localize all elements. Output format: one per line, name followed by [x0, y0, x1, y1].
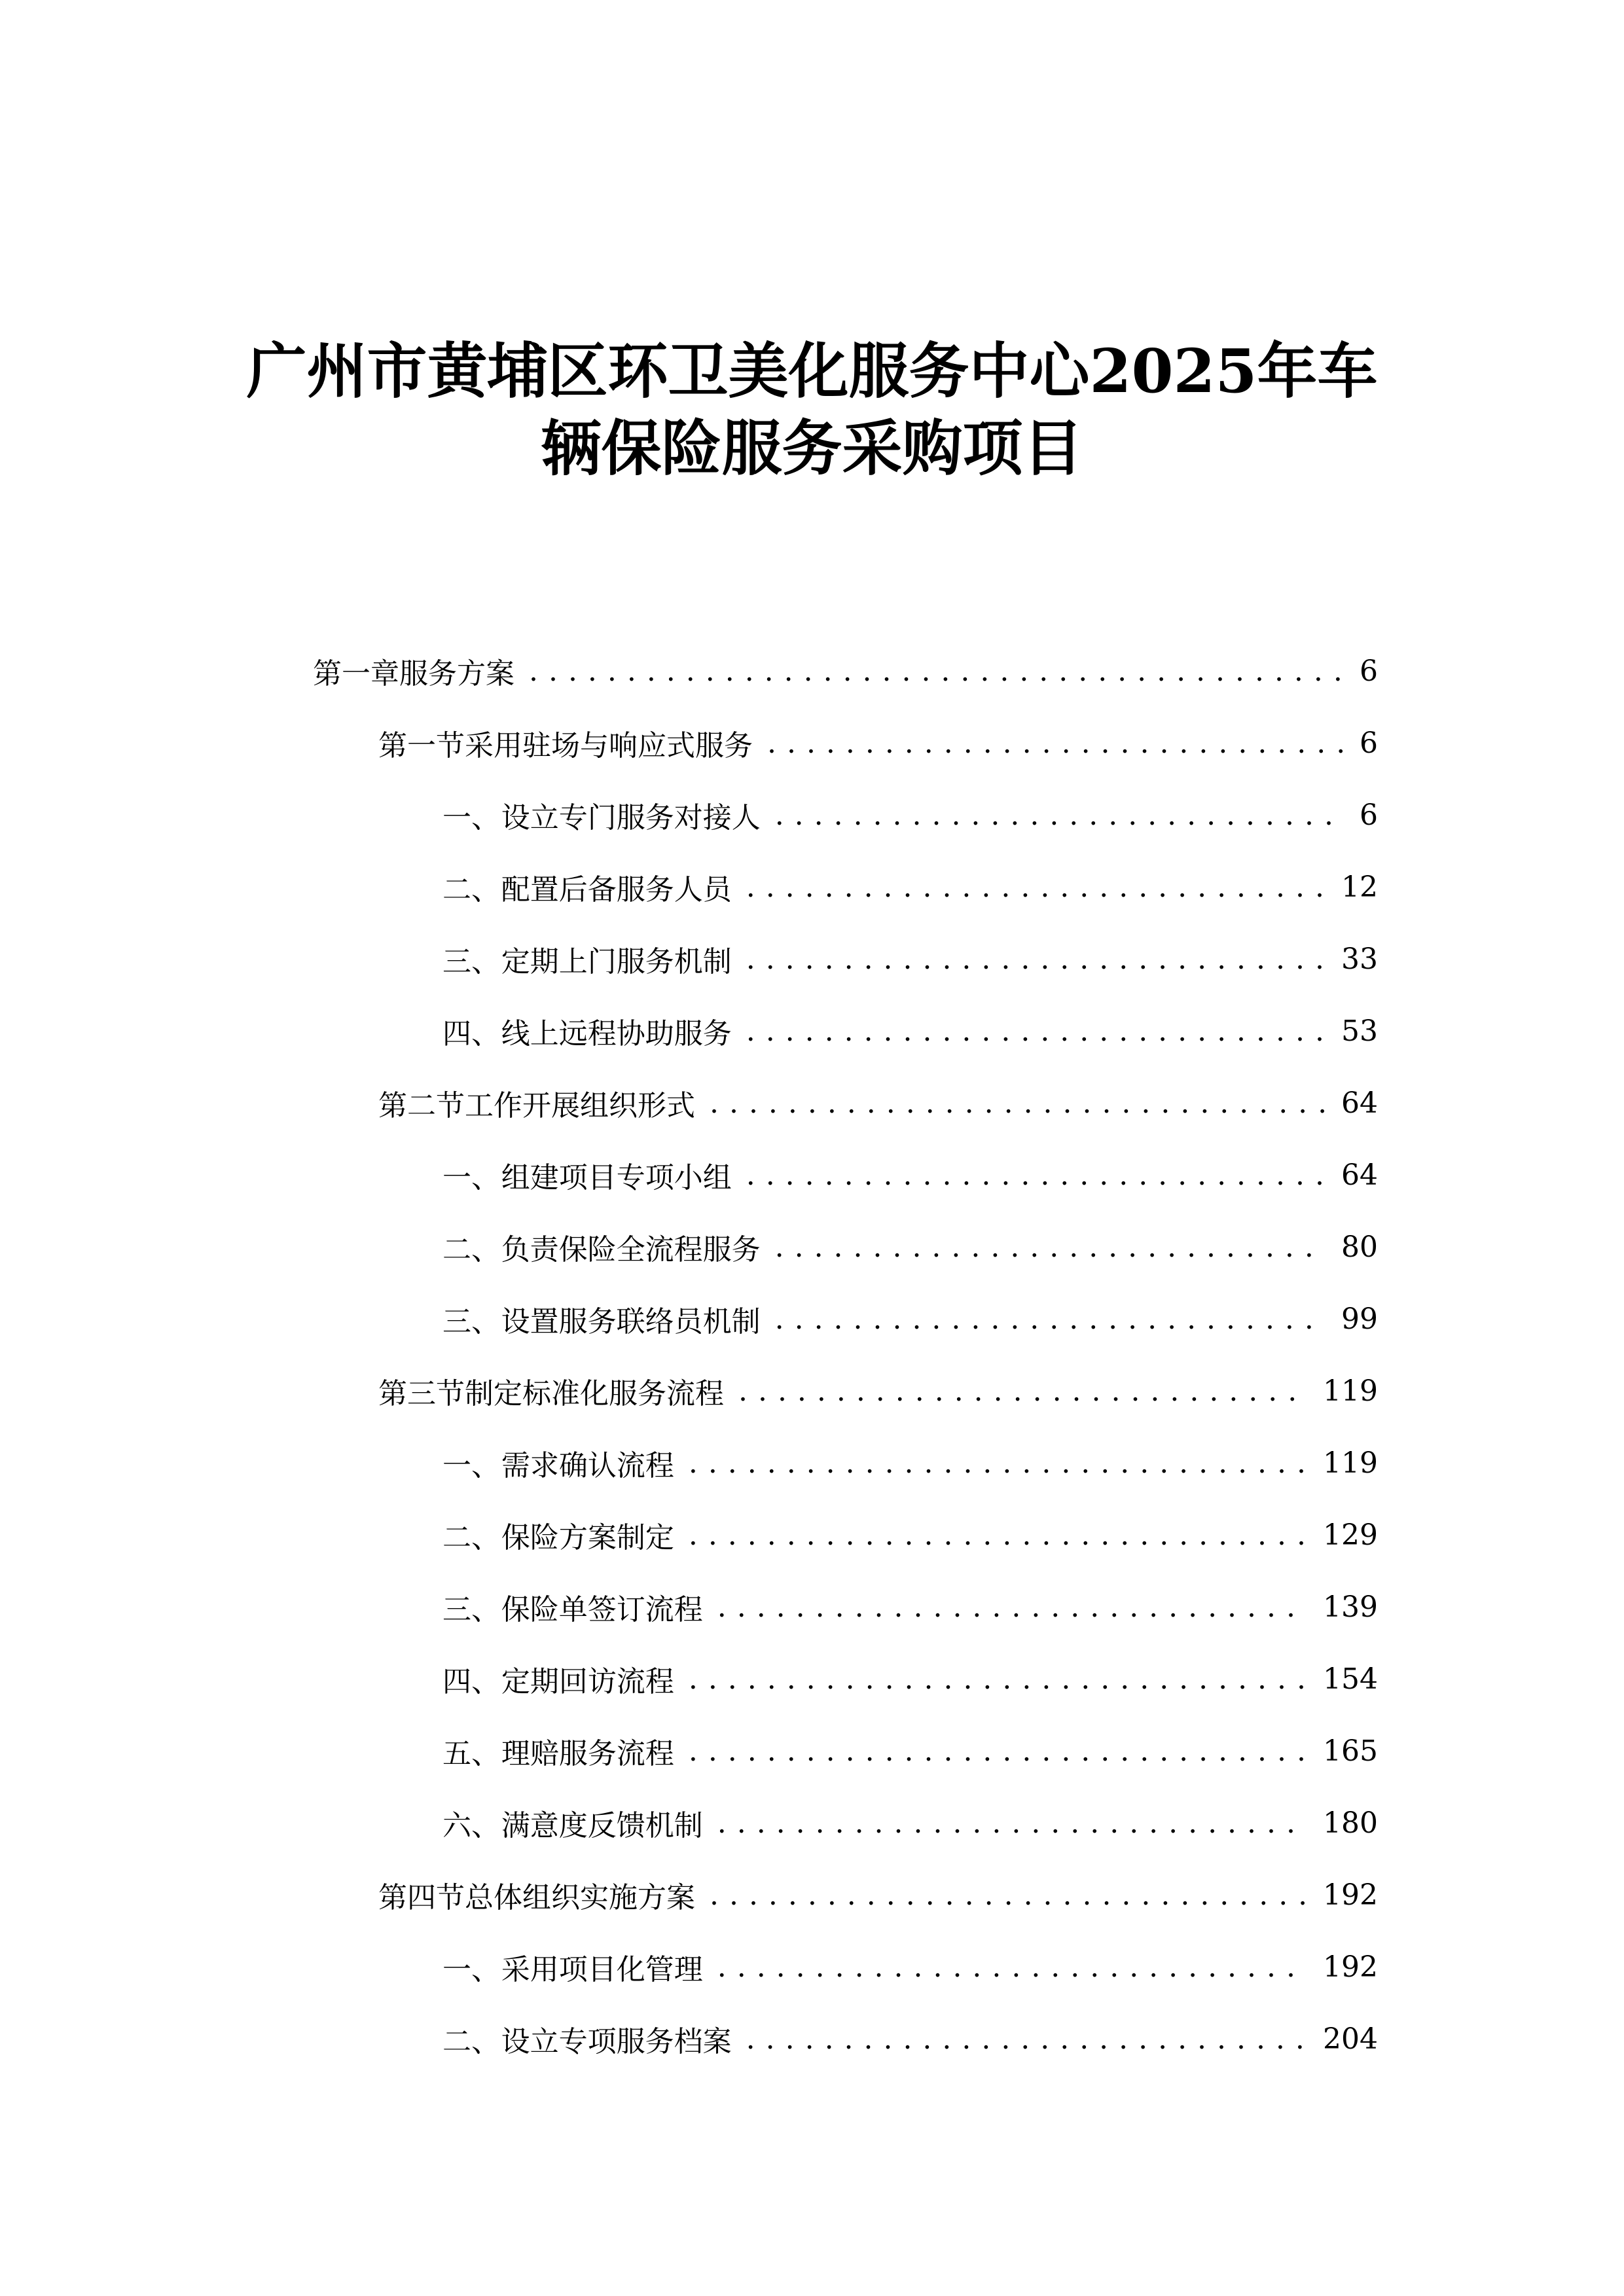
toc-dot-leader: [689, 1715, 1308, 1787]
toc-entry[interactable]: [442, 995, 1378, 1067]
toc-entry-page-number: 204: [1323, 2022, 1378, 2056]
toc-dot-leader: [775, 1211, 1327, 1283]
toc-entry-title: 设立专门服务对接人: [501, 801, 761, 834]
toc-entry[interactable]: [442, 1211, 1378, 1283]
toc-entry-number: 一、: [442, 1449, 500, 1482]
toc-entry[interactable]: [378, 1355, 1378, 1427]
toc-entry-title: 采用项目化管理: [501, 1953, 703, 1986]
toc-dot-leader: [767, 707, 1345, 779]
toc-dot-leader: [689, 1643, 1308, 1715]
toc-dot-leader: [529, 635, 1345, 707]
toc-entry-title: 设置服务联络员机制: [501, 1305, 761, 1338]
toc-entry-title: 保险方案制定: [501, 1521, 674, 1554]
toc-entry[interactable]: [378, 707, 1378, 779]
toc-entry-number: 三、: [442, 945, 500, 978]
toc-entry-page-number: 192: [1323, 1878, 1378, 1912]
toc-entry-number: 第一章: [313, 657, 399, 691]
toc-dot-leader: [717, 1571, 1308, 1643]
toc-entry-page-number: 6: [1360, 726, 1378, 760]
toc-entry-title: 线上远程协助服务: [501, 1017, 732, 1050]
toc-entry[interactable]: [442, 1931, 1378, 2003]
toc-dot-leader: [738, 1355, 1308, 1427]
toc-entry-number: 二、: [442, 1233, 500, 1266]
toc-entry-title: 设立专项服务档案: [501, 2025, 732, 2058]
toc-entry-page-number: 53: [1341, 1014, 1378, 1048]
toc-dot-leader: [746, 995, 1327, 1067]
toc-entry-number: 一、: [442, 1953, 500, 1986]
toc-entry[interactable]: [442, 2003, 1378, 2075]
toc-entry-title: 理赔服务流程: [501, 1737, 674, 1770]
title-line-1: 广州市黄埔区环卫美化服务中心2025年车: [246, 336, 1378, 406]
toc-dot-leader: [717, 1787, 1308, 1859]
toc-entry-number: 二、: [442, 873, 500, 906]
toc-dot-leader: [717, 1931, 1308, 2003]
toc-entry-number: 第四节: [378, 1881, 465, 1914]
toc-entry-title: 定期上门服务机制: [501, 945, 732, 978]
toc-entry-page-number: 99: [1341, 1302, 1378, 1336]
toc-dot-leader: [710, 1067, 1327, 1139]
toc-entry-number: 五、: [442, 1737, 500, 1770]
toc-entry[interactable]: [442, 1715, 1378, 1787]
toc-entry-number: 第一节: [378, 729, 465, 762]
toc-dot-leader: [746, 851, 1327, 923]
toc-entry-number: 三、: [442, 1305, 500, 1338]
toc-entry-number: 一、: [442, 801, 500, 834]
toc-entry[interactable]: [442, 779, 1378, 851]
toc-entry[interactable]: [442, 1283, 1378, 1355]
toc-entry-page-number: 154: [1323, 1662, 1378, 1696]
toc-entry-title: 总体组织实施方案: [465, 1881, 695, 1914]
toc-entry-title: 需求确认流程: [501, 1449, 674, 1482]
title-line-2: 辆保险服务采购项目: [541, 413, 1083, 484]
toc-entry-title: 保险单签订流程: [501, 1593, 703, 1626]
toc-dot-leader: [775, 1283, 1327, 1355]
toc-entry-page-number: 12: [1341, 870, 1378, 904]
toc-entry[interactable]: [313, 635, 1378, 707]
toc-dot-leader: [746, 1139, 1327, 1211]
toc-dot-leader: [775, 779, 1345, 851]
toc-entry-title: 定期回访流程: [501, 1665, 674, 1698]
toc-entry-title: 服务方案: [399, 657, 514, 691]
toc-entry[interactable]: [442, 923, 1378, 995]
toc-entry-page-number: 64: [1341, 1086, 1378, 1120]
toc-entry-title: 配置后备服务人员: [501, 873, 732, 906]
toc-entry-page-number: 139: [1323, 1590, 1378, 1624]
toc-entry-page-number: 6: [1360, 654, 1378, 688]
toc-entry-title: 采用驻场与响应式服务: [465, 729, 753, 762]
toc-entry-number: 四、: [442, 1017, 500, 1050]
toc-entry[interactable]: [442, 1643, 1378, 1715]
toc-entry-page-number: 192: [1323, 1950, 1378, 1984]
toc-entry-number: 二、: [442, 1521, 500, 1554]
toc-entry-page-number: 180: [1323, 1806, 1378, 1840]
toc-entry[interactable]: [442, 1427, 1378, 1499]
toc-entry-number: 一、: [442, 1161, 500, 1194]
toc-entry-title: 组建项目专项小组: [501, 1161, 732, 1194]
toc-entry-page-number: 64: [1341, 1158, 1378, 1192]
toc-entry-number: 四、: [442, 1665, 500, 1698]
toc-entry-title: 负责保险全流程服务: [501, 1233, 761, 1266]
toc-entry[interactable]: [442, 851, 1378, 923]
toc-dot-leader: [746, 2003, 1308, 2075]
toc-dot-leader: [689, 1427, 1308, 1499]
toc-entry[interactable]: [378, 1859, 1378, 1931]
toc-entry-page-number: 119: [1323, 1446, 1378, 1480]
toc-dot-leader: [710, 1859, 1308, 1931]
toc-entry-title: 制定标准化服务流程: [465, 1377, 724, 1410]
toc-entry-number: 六、: [442, 1809, 500, 1842]
toc-entry-page-number: 33: [1341, 942, 1378, 976]
toc-dot-leader: [746, 923, 1327, 995]
toc-entry-number: 第三节: [378, 1377, 465, 1410]
toc-entry[interactable]: [442, 1139, 1378, 1211]
toc-entry-page-number: 119: [1323, 1374, 1378, 1408]
toc-entry[interactable]: [442, 1499, 1378, 1571]
toc-entry[interactable]: [378, 1067, 1378, 1139]
toc-entry-title: 满意度反馈机制: [501, 1809, 703, 1842]
toc-entry-page-number: 129: [1323, 1518, 1378, 1552]
toc-entry-number: 二、: [442, 2025, 500, 2058]
toc-entry-number: 第二节: [378, 1089, 465, 1122]
toc-entry-title: 工作开展组织形式: [465, 1089, 695, 1122]
toc-dot-leader: [689, 1499, 1308, 1571]
toc-entry[interactable]: [442, 1787, 1378, 1859]
document-title: [0, 332, 1624, 487]
toc-entry-page-number: 80: [1341, 1230, 1378, 1264]
toc-entry-page-number: 165: [1323, 1734, 1378, 1768]
toc-entry[interactable]: [442, 1571, 1378, 1643]
toc-entry-number: 三、: [442, 1593, 500, 1626]
toc-entry-page-number: 6: [1360, 798, 1378, 832]
